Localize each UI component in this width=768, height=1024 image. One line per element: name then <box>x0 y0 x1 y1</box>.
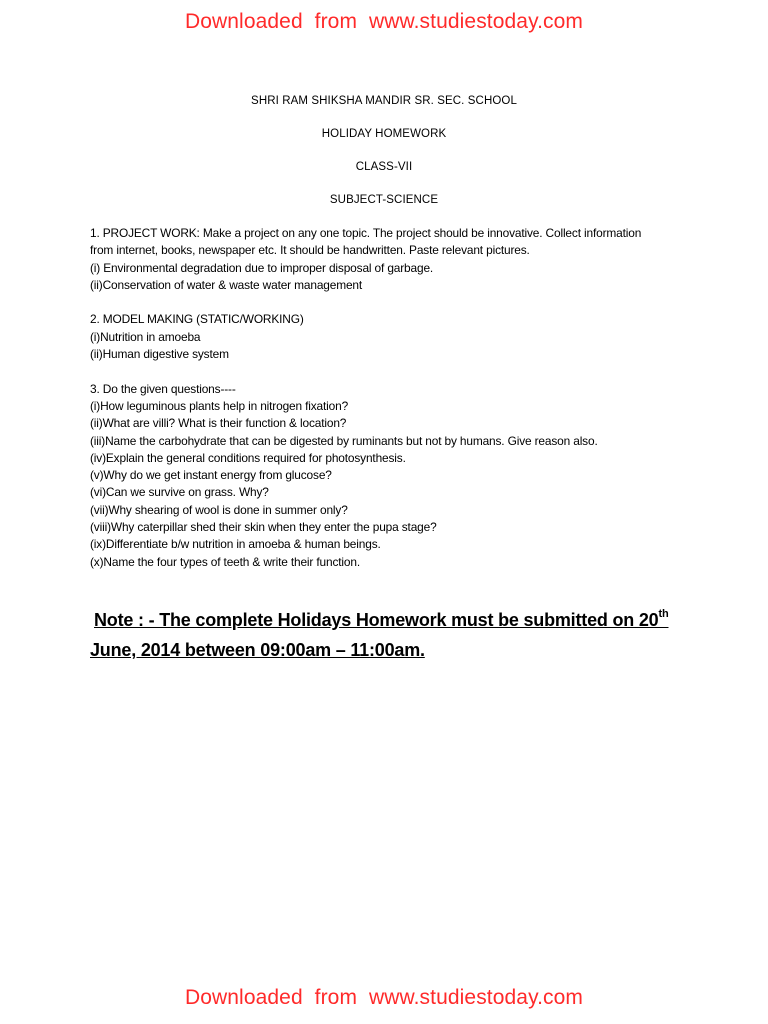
note-text: Note : - The complete Holidays Homework must be submitted on 20 <box>94 610 659 630</box>
note-line-2: June, 2014 between 09:00am – 11:00am. <box>90 640 425 660</box>
list-item: (viii)Why caterpillar shed their skin when they enter the pupa stage? <box>90 520 437 535</box>
document-title: HOLIDAY HOMEWORK <box>321 128 447 140</box>
list-item: (iii)Name the carbohydrate that can be digested by ruminants but not by humans. Give reason also. <box>90 433 598 448</box>
list-item: (vii)Why shearing of wool is done in summer only? <box>90 502 348 517</box>
section-questions <box>90 381 710 571</box>
watermark-bottom: Downloaded from www.studiestoday.com <box>184 986 584 1009</box>
list-item: (ix)Differentiate b/w nutrition in amoeba & human beings. <box>90 537 381 552</box>
submission-note <box>90 605 710 665</box>
class-label: CLASS-VII <box>355 161 413 173</box>
section-text: 1. PROJECT WORK: Make a project on any one topic. The project should be innovative. Collect information <box>90 226 642 240</box>
section-title: 3. Do the given questions---- <box>90 381 236 396</box>
list-item: (i) Environmental degradation due to improper disposal of garbage. <box>90 260 434 275</box>
homework-content <box>90 225 710 571</box>
watermark-top: Downloaded from www.studiestoday.com <box>184 10 584 33</box>
list-item: (ii)Human digestive system <box>90 347 229 362</box>
list-item: (v)Why do we get instant energy from glucose? <box>90 468 332 483</box>
list-item: (i)Nutrition in amoeba <box>90 329 201 344</box>
list-item: (ii)What are villi? What is their function & location? <box>90 416 347 431</box>
list-item: (vi)Can we survive on grass. Why? <box>90 485 269 500</box>
subject-label: SUBJECT-SCIENCE <box>329 194 439 206</box>
section-model-making <box>90 311 710 363</box>
section-text: from internet, books, newspaper etc. It should be handwritten. Paste relevant pictures. <box>90 243 530 258</box>
list-item: (x)Name the four types of teeth & write their function. <box>90 554 360 569</box>
note-line-1 <box>90 605 710 635</box>
list-item: (i)How leguminous plants help in nitrogen fixation? <box>90 398 349 413</box>
note-superscript: th <box>658 608 669 620</box>
list-item: (ii)Conservation of water & waste water management <box>90 277 363 292</box>
section-title: 2. MODEL MAKING (STATIC/WORKING) <box>90 312 304 327</box>
section-project-work <box>90 225 710 294</box>
school-name: SHRI RAM SHIKSHA MANDIR SR. SEC. SCHOOL <box>251 95 517 107</box>
list-item: (iv)Explain the general conditions required for photosynthesis. <box>90 450 406 465</box>
